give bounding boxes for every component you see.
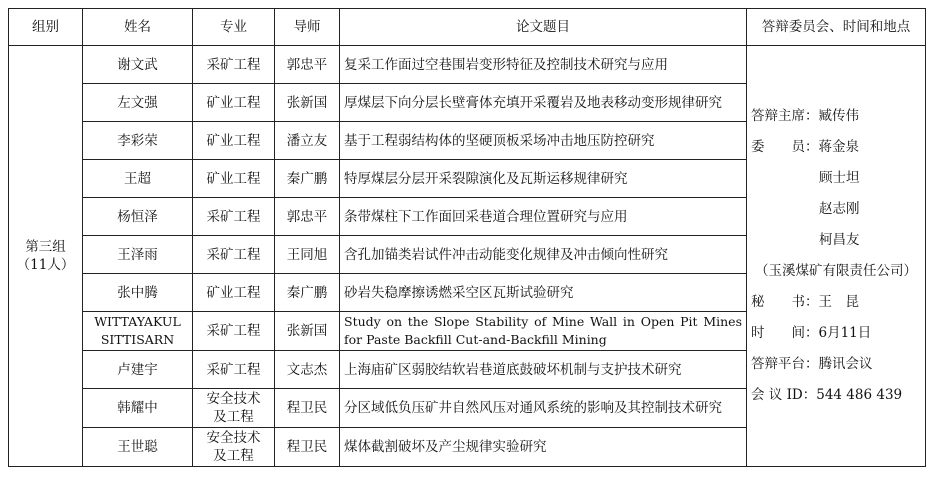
thesis-title: 复采工作面过空巷围岩变形特征及控制技术研究与应用 bbox=[340, 46, 747, 84]
header-committee: 答辩委员会、时间和地点 bbox=[747, 9, 926, 46]
student-name: 左文强 bbox=[83, 84, 193, 122]
student-name: 王泽雨 bbox=[83, 236, 193, 274]
major: 采矿工程 bbox=[193, 46, 275, 84]
thesis-title: Study on the Slope Stability of Mine Wall in Open Pit Mines for Paste Backfill Cut-and-Backfill Mining bbox=[340, 312, 747, 351]
committee-member: 顾士坦 bbox=[819, 170, 860, 186]
advisor: 张新国 bbox=[275, 84, 340, 122]
major-line: 及工程 bbox=[213, 409, 254, 425]
thesis-title: 含孔加锚类岩试件冲击动能变化规律及冲击倾向性研究 bbox=[340, 236, 747, 274]
committee-chair: 答辩主席：臧传伟 bbox=[751, 108, 859, 124]
advisor: 潘立友 bbox=[275, 122, 340, 160]
advisor: 秦广鹏 bbox=[275, 160, 340, 198]
defense-platform: 答辩平台：腾讯会议 bbox=[751, 356, 873, 372]
committee-member: 赵志刚 bbox=[819, 201, 860, 217]
thesis-title: 特厚煤层分层开采裂隙演化及瓦斯运移规律研究 bbox=[340, 160, 747, 198]
major-line: 安全技术 bbox=[206, 430, 261, 446]
header-thesis: 论文题目 bbox=[340, 9, 747, 46]
major: 矿业工程 bbox=[193, 84, 275, 122]
table-row bbox=[9, 46, 926, 84]
advisor: 张新国 bbox=[275, 312, 340, 351]
major: 矿业工程 bbox=[193, 160, 275, 198]
advisor: 秦广鹏 bbox=[275, 274, 340, 312]
major: 采矿工程 bbox=[193, 351, 275, 389]
committee-member: 柯昌友 bbox=[819, 232, 860, 248]
thesis-title: 分区域低负压矿井自然风压对通风系统的影响及其控制技术研究 bbox=[340, 389, 747, 428]
student-name: 王超 bbox=[83, 160, 193, 198]
header-row bbox=[9, 9, 926, 46]
header-group: 组别 bbox=[9, 9, 83, 46]
thesis-title: 条带煤柱下工作面回采巷道合理位置研究与应用 bbox=[340, 198, 747, 236]
thesis-title: 厚煤层下向分层长壁膏体充填开采覆岩及地表移动变形规律研究 bbox=[340, 84, 747, 122]
major: 矿业工程 bbox=[193, 274, 275, 312]
advisor: 文志杰 bbox=[275, 351, 340, 389]
defense-time: 时 间：6月11日 bbox=[751, 325, 872, 341]
thesis-title: 砂岩失稳摩擦诱燃采空区瓦斯试验研究 bbox=[340, 274, 747, 312]
advisor: 王同旭 bbox=[275, 236, 340, 274]
student-name-line: WITTAYAKUL bbox=[94, 314, 181, 329]
major: 采矿工程 bbox=[193, 312, 275, 351]
advisor: 郭忠平 bbox=[275, 46, 340, 84]
thesis-defense-table bbox=[8, 8, 926, 467]
student-name bbox=[83, 312, 193, 351]
student-name: 卢建宇 bbox=[83, 351, 193, 389]
group-label: 第三组 bbox=[25, 239, 66, 255]
committee-cell bbox=[747, 46, 926, 467]
thesis-title: 煤体截割破坏及产尘规律实验研究 bbox=[340, 428, 747, 467]
committee-org: （玉溪煤矿有限责任公司） bbox=[755, 263, 917, 279]
thesis-title: 上海庙矿区弱胶结软岩巷道底鼓破坏机制与支护技术研究 bbox=[340, 351, 747, 389]
advisor: 程卫民 bbox=[275, 389, 340, 428]
major bbox=[193, 428, 275, 467]
major: 矿业工程 bbox=[193, 122, 275, 160]
group-cell bbox=[9, 46, 83, 467]
meeting-id: 会 议 ID：544 486 439 bbox=[751, 387, 903, 403]
major-line: 及工程 bbox=[213, 448, 254, 464]
student-name: 韩耀中 bbox=[83, 389, 193, 428]
header-advisor: 导师 bbox=[275, 9, 340, 46]
advisor: 程卫民 bbox=[275, 428, 340, 467]
thesis-title: 基于工程弱结构体的坚硬顶板采场冲击地压防控研究 bbox=[340, 122, 747, 160]
student-name-line: SITTISARN bbox=[100, 332, 175, 347]
committee-member-first: 委 员：蒋金泉 bbox=[751, 139, 859, 155]
major: 采矿工程 bbox=[193, 198, 275, 236]
header-name: 姓名 bbox=[83, 9, 193, 46]
advisor: 郭忠平 bbox=[275, 198, 340, 236]
major-line: 安全技术 bbox=[206, 391, 261, 407]
student-name: 李彩荣 bbox=[83, 122, 193, 160]
student-name: 谢文武 bbox=[83, 46, 193, 84]
header-major: 专业 bbox=[193, 9, 275, 46]
major bbox=[193, 389, 275, 428]
group-count: （11人） bbox=[16, 257, 75, 273]
student-name: 杨恒泽 bbox=[83, 198, 193, 236]
student-name: 王世聪 bbox=[83, 428, 193, 467]
committee-secretary: 秘 书：王 昆 bbox=[751, 294, 859, 310]
student-name: 张中腾 bbox=[83, 274, 193, 312]
major: 采矿工程 bbox=[193, 236, 275, 274]
